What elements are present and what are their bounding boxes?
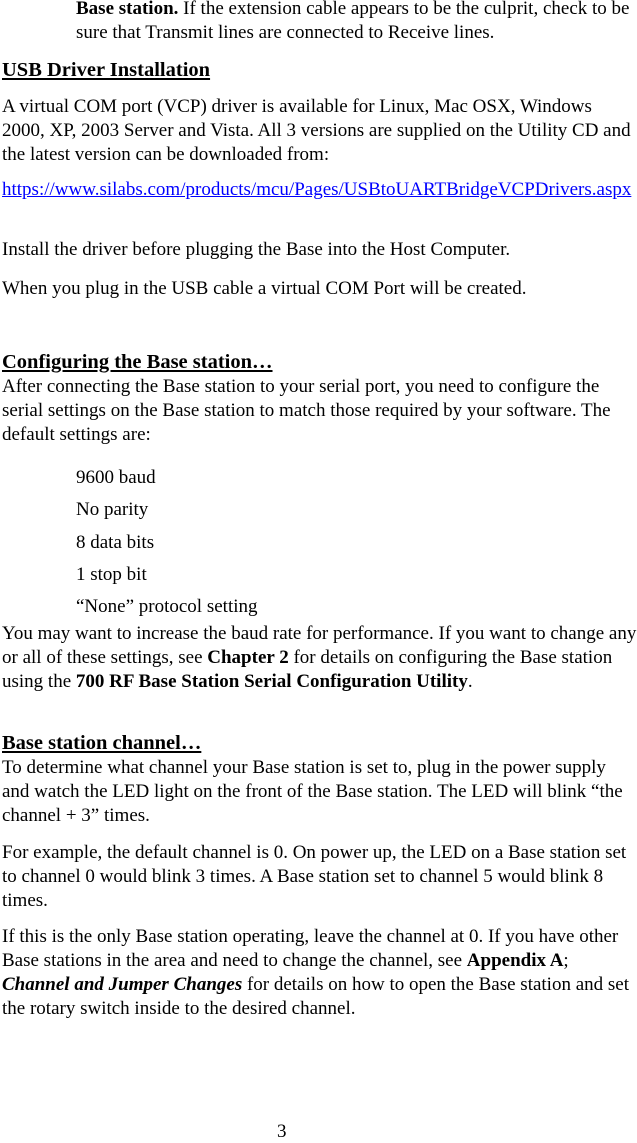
page-number: 3 [277,1121,287,1142]
usb-heading: USB Driver Installation [2,59,211,81]
setting-item: 8 data bits [76,531,155,553]
channel-paragraph-2: For example, the default channel is 0. On power up, the LED on a Base station set to channel 0 would blink 3 times. A Base station set to channel 5 would blink 8 times. [2,842,627,911]
setting-item: “None” protocol setting [76,596,258,618]
plug-note: When you plug in the USB cable a virtual COM Port will be created. [2,278,527,299]
install-note: Install the driver before plugging the Base into the Host Computer. [2,239,511,260]
config-paragraph: After connecting the Base station to your serial port, you need to configure the serial settings on the Base station to match those required by your software. The default settings are: [2,376,611,445]
setting-item: 1 stop bit [76,563,147,585]
channel-paragraph-1: To determine what channel your Base station is set to, plug in the power supply and watch the LED light on the front of the Base station. The LED will blink “the channel + 3” times. [2,757,623,826]
channel-paragraph-3: If this is the only Base station operating, leave the channel at 0. If you have other Base stations in the area and need to change the channel, see Appendix A; Channel and Jumper Changes for details on how to open the Base station and set the rotary switch inside to the desired channel. [2,926,630,1019]
usb-paragraph: A virtual COM port (VCP) driver is available for Linux, Mac OSX, Windows 2000, XP, 2003 Server and Vista. All 3 versions are supplied on the Utility CD and the latest version can be downloaded from: [2,96,631,165]
setting-item: No parity [76,499,149,521]
config-paragraph-2: You may want to increase the baud rate for performance. If you want to change any or all of these settings, see Chapter 2 for details on configuring the Base station using the 700 RF Base Station Serial Configuration Utility. [2,623,637,692]
driver-download-link[interactable]: https://www.silabs.com/products/mcu/Pages/USBtoUARTBridgeVCPDrivers.aspx [2,179,632,200]
top-paragraph: Base station. If the extension cable appears to be the culprit, check to be sure that Transmit lines are connected to Receive lines. [76,0,630,43]
default-settings-list [76,462,637,623]
usb-link-block [2,178,637,202]
setting-item: 9600 baud [76,467,156,488]
channel-heading: Base station channel… [2,732,202,754]
config-heading: Configuring the Base station… [2,351,273,373]
